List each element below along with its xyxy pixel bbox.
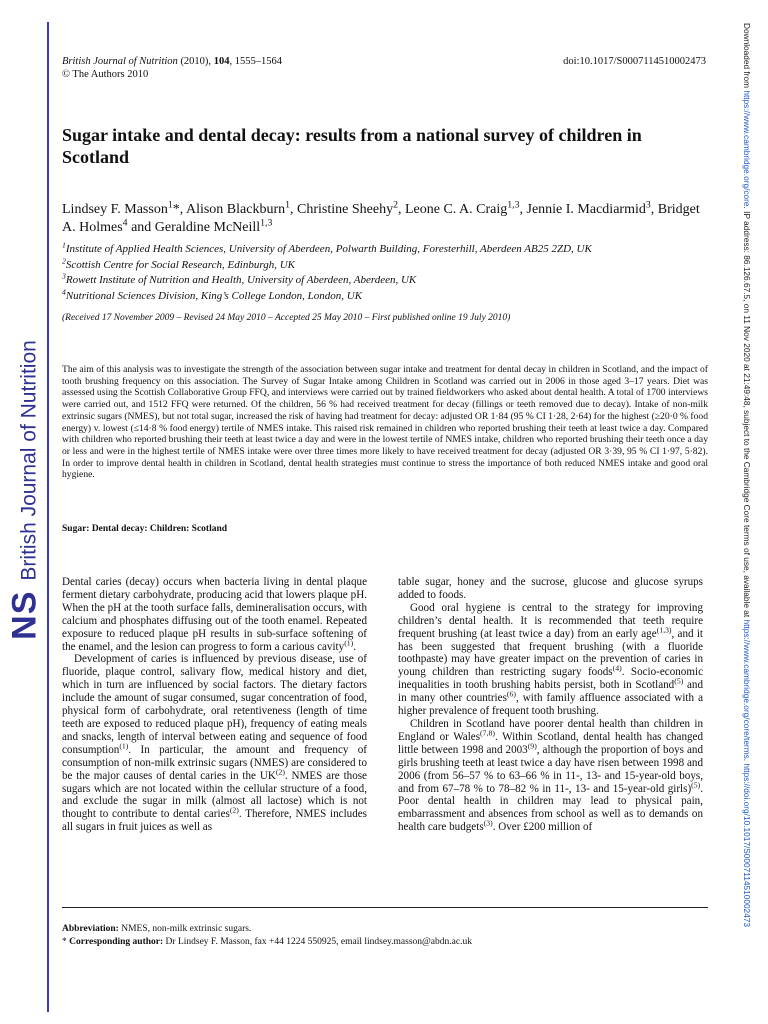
affiliation-ref: 1,3 (260, 217, 273, 229)
abstract: The aim of this analysis was to investigate the strength of the association between sugar intake and treatment for dental decay in children in Scotland, and the impact of tooth brushing frequency on this association. The Survey of Sugar Intake among Children in Scotland was carried out in 2006 in those aged 3–17 years. Diet was assessed using the Scottish Collaborative Group FFQ, and interviews were carried out by trained fieldworkers who asked about dental health. A total of 1700 interviews were carried out, and 1512 FFQ were returned. Of the children, 56 % had received treatment for decay (fillings or teeth removed due to decay). Intake of non-milk extrinsic sugars (NMES), but not total sugar, increased the risk of having had treatment for decay: adjusted OR 1·84 (95 % CI 1·28, 2·64) for the highest (≥20·0 % food energy) v. lowest (≤14·8 % food energy) tertile of NMES intake. This raised risk remained in children who reported brushing their teeth at least twice a day. Compared with children who reported brushing their teeth at least twice a day and were in the lowest tertile of NMES intake, children who reported brushing their teeth once a day or less and were in the highest tertile of NMES intake were over three times more likely to have received treatment for decay (adjusted OR 3·39, 95 % CI 1·97, 5·82). In order to improve dental health in children in Scotland, dental health strategies must continue to stress the importance of both reduced NMES intake and good oral hygiene. (62, 364, 708, 481)
footnote-divider (62, 907, 708, 908)
affiliation-ref: 4 (122, 217, 128, 229)
journal-side-branding (5, 300, 44, 680)
paragraph: Good oral hygiene is central to the strategy for improving children’s dental health. It is recommended that teeth require frequent brushing (at least twice a day) from an early age$^{(1,3)}$, and it has been suggested that frequent brushing (with a fluoride toothpaste) may have greater impact on the prevention of caries in young children than restricting sugary foods$^{(4)}$. Socio-economic inequalities in tooth brushing habits persist, both in Scotland$^{(5)}$ and in many other countries$^{(6)}$, with family affluence associated with a higher prevalence of frequent tooth brushing. (398, 601, 703, 718)
received-dates: (Received 17 November 2009 – Revised 24 May 2010 – Accepted 25 May 2010 – First published online 19 July 2010) (62, 313, 511, 323)
keywords: Sugar: Dental decay: Children: Scotland (62, 524, 228, 534)
affiliation-ref: 1 (167, 199, 173, 211)
journal-side-title: British Journal of Nutrition (17, 340, 41, 581)
body-column-left (62, 576, 367, 834)
author-name: Christine Sheehy (297, 202, 394, 217)
citation-ref: (5) (674, 676, 684, 686)
citation-ref: (5) (691, 779, 701, 789)
citation-ref: (1,3) (656, 624, 672, 634)
journal-logo: NS (5, 590, 44, 640)
affiliation: $^2$Scottish Centre for Social Research, Edinburgh, UK (62, 255, 295, 271)
citation-ref: (2) (229, 805, 239, 815)
author-list: Lindsey F. Masson$^1$*, Alison Blackburn$^1$, Christine Sheehy$^2$, Leone C. A. Craig$^{1,3}$, Jennie I. Macdiarmid$^3$, Bridget A. Holmes$^4$ and Geraldine McNeill$^{1,3}$ (62, 199, 700, 235)
footnotes (62, 923, 708, 948)
download-notice: Downloaded from https://www.cambridge.org/core. IP address: 86.126.67.5, on 11 Nov 2020 at 21:49:48, subject to the Cambridge Core terms of use, available at https://www.cambridge.org/core/terms. https://doi.org/10.1017/S0007114510002473 (742, 22, 752, 928)
author-name: Jennie I. Macdiarmid (526, 202, 646, 217)
journal-accent-bar (47, 22, 49, 1012)
affiliation-ref: 3 (645, 199, 651, 211)
paragraph: table sugar, honey and the sucrose, glucose and glucose syrups added to foods. (398, 576, 703, 601)
affiliation: $^4$Nutritional Sciences Division, King’s College London, London, UK (62, 287, 363, 302)
affiliation: $^3$Rowett Institute of Nutrition and Health, University of Aberdeen, Aberdeen, UK (62, 271, 417, 287)
doi-link[interactable]: https://doi.org/10.1017/S0007114510002473 (742, 763, 752, 928)
affiliation: $^1$Institute of Applied Health Sciences, University of Aberdeen, Polwarth Building, Foresterhill, Aberdeen AB25 2ZD, UK (62, 240, 592, 255)
abbreviation-note: Abbreviation: NMES, non-milk extrinsic sugars. (62, 924, 252, 934)
author-name: Leone C. A. Craig (404, 202, 508, 217)
cambridge-core-link[interactable]: https://www.cambridge.org/core (742, 90, 752, 207)
article-title: Sugar intake and dental decay: results from a national survey of children in Scotland (62, 125, 642, 167)
author-name: Alison Blackburn (185, 202, 286, 217)
corresponding-author-note: * Corresponding author: Dr Lindsey F. Masson, fax +44 1224 550925, email lindsey.masson@abdn.ac.uk (62, 936, 472, 947)
citation-ref: (2) (275, 766, 285, 776)
affiliation-ref: 2 (393, 199, 398, 211)
citation-ref: (3) (483, 818, 493, 828)
body-column-right (398, 576, 703, 834)
author-name: Geraldine McNeill (154, 220, 261, 235)
author-name: Bridget A. Holmes (62, 202, 700, 235)
doi-header: doi:10.1017/S0007114510002473 (563, 56, 706, 67)
author-name: Lindsey F. Masson (62, 202, 168, 217)
citation-ref: (1) (119, 741, 129, 751)
citation-ref: (9) (527, 741, 537, 751)
citation-ref: (1) (344, 637, 354, 647)
citation-ref: (4) (612, 663, 622, 673)
journal-citation: British Journal of Nutrition (2010), 104, 1555–1564 (62, 56, 282, 67)
paragraph: Children in Scotland have poorer dental health than children in England or Wales$^{(7,8)}$. Within Scotland, dental health has changed little between 1998 and 2003$^{(9)}$, although the proportion of boys and girls brushing teeth at least twice a day have risen between 1998 and 2006 (from 56–57 % to 63–66 % in 11-, 13- and 15-year-old boys, and from 67–78 % to 78–82 % in 11-, 13- and 15-year-old girls)$^{(5)}$. Poor dental health in children may lead to physical pain, embarrassment and absences from school as well as to demands on health care budgets$^{(3)}$. Over £200 million of (398, 717, 704, 834)
affiliations (62, 242, 712, 304)
affiliation-ref: 1 (285, 199, 291, 211)
citation-ref: (7,8) (480, 728, 495, 738)
affiliation-ref: 1,3 (507, 199, 520, 211)
citation-ref: (6) (506, 689, 516, 699)
paragraph: Dental caries (decay) occurs when bacteria living in dental plaque ferment dietary carbohydrate, producing acid that lowers plaque pH. When the pH at the tooth surface falls, demineralisation occurs, with calcium and phosphates diffusing out of the tooth enamel. Repeated exposure to reduced plaque pH results in sub-surface softening of the enamel, and the lesion can progress to form a carious cavity$^{(1)}$. (62, 576, 367, 653)
paragraph: Development of caries is influenced by previous disease, use of fluoride, plaque control, salivary flow, medical history and diet, which in turn are influenced by social factors. The dietary factors include the amount of sugar consumed, sugar concentration of food, physical form of carbohydrate, oral retentiveness (length of time teeth are exposed to reduced plaque pH), frequency of eating meals and snacks, length of interval between eating and sequence of food consumption$^{(1)}$. In particular, the amount and frequency of consumption of non-milk extrinsic sugars (NMES) are considered to be the major causes of dental caries in the UK$^{(2)}$. NMES are those sugars which are not located within the cellular structure of a food, and exclude the sugar in milk (almost all lactose) which is not thought to contribute to dental caries$^{(2)}$. Therefore, NMES includes all sugars in fruit juices as well as (62, 653, 367, 834)
copyright-line: © The Authors 2010 (62, 69, 149, 80)
terms-link[interactable]: https://www.cambridge.org/core/terms (742, 619, 752, 759)
running-header (62, 55, 282, 81)
